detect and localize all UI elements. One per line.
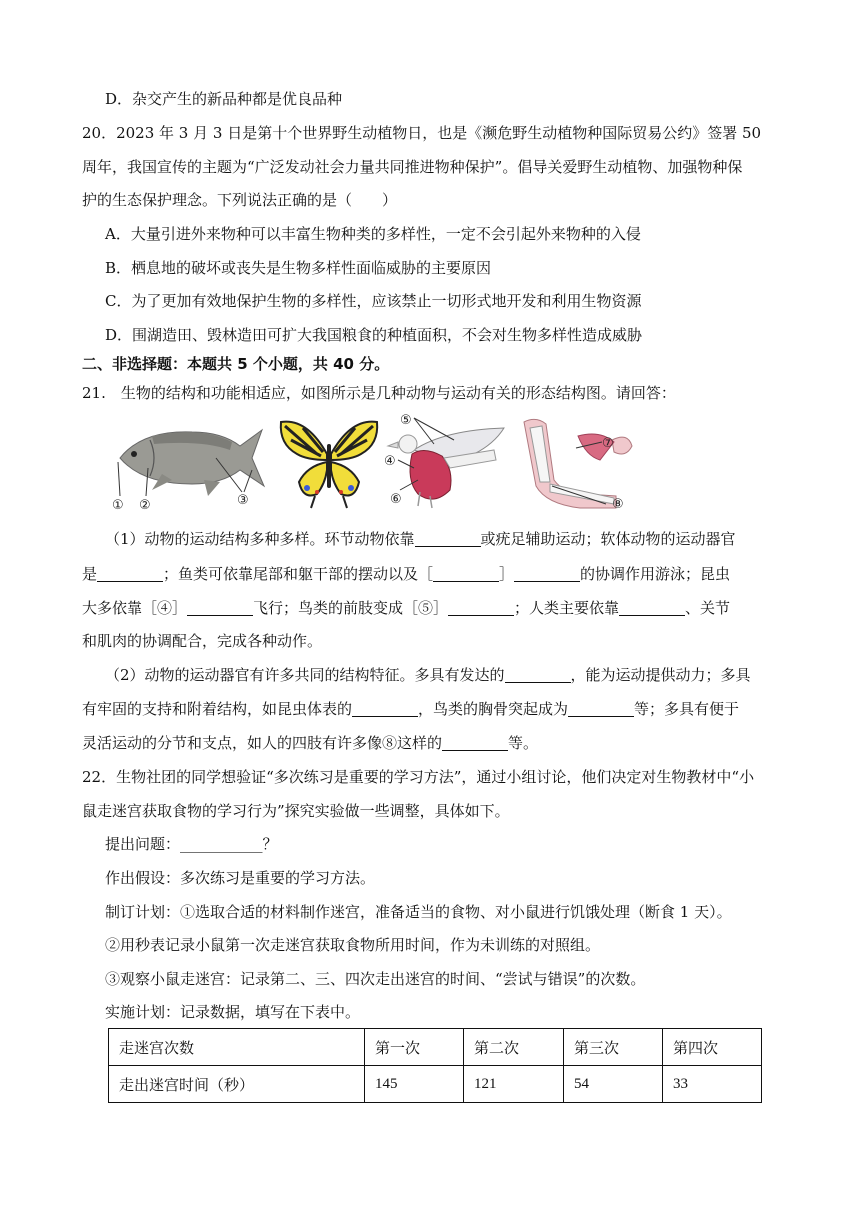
label-6: ⑥ xyxy=(390,492,402,507)
answer-blank[interactable] xyxy=(352,700,418,717)
answer-blank[interactable] xyxy=(448,599,514,616)
q21-stem: 21. 生物的结构和功能相适应，如图所示是几种动物与运动有关的形态结构图。请回答： xyxy=(82,384,676,402)
table-cell: 145 xyxy=(365,1066,464,1103)
answer-blank[interactable] xyxy=(505,666,571,683)
q20-stem-line2: 周年，我国宣传的主题为“广泛发动社会力量共同推进物种保护”。倡导关爱野生动植物、加强物种保 xyxy=(82,158,743,176)
q21-figure-strip xyxy=(112,410,642,514)
table-cell: 第三次 xyxy=(564,1029,663,1066)
q20-option-a: A．大量引进外来物种可以丰富生物种类的多样性，一定不会引起外来物种的入侵 xyxy=(105,225,641,243)
q20-option-b: B．栖息地的破坏或丧失是生物多样性面临威胁的主要原因 xyxy=(105,259,492,277)
label-2: ② xyxy=(139,498,151,513)
section-heading: 二、非选择题：本题共 5 个小题，共 40 分。 xyxy=(82,355,390,373)
table-cell: 第二次 xyxy=(464,1029,564,1066)
answer-blank[interactable] xyxy=(442,734,508,751)
answer-blank[interactable] xyxy=(187,599,253,616)
q21-p1-line3: 大多依靠［④］ 飞行；鸟类的前肢变成［⑤］ ；人类主要依靠 、关节 xyxy=(82,599,731,617)
q22-implement: 实施计划：记录数据，填写在下表中。 xyxy=(105,1003,361,1021)
answer-blank[interactable] xyxy=(514,565,580,582)
table-cell: 走迷宫次数 xyxy=(109,1029,365,1066)
table-cell: 33 xyxy=(663,1066,762,1103)
maze-time-table xyxy=(108,1028,762,1103)
table-header-row xyxy=(109,1029,762,1066)
q22-stem-line2: 鼠走迷宫获取食物的学习行为”探究实验做一些调整，具体如下。 xyxy=(82,802,510,820)
label-8: ⑧ xyxy=(612,497,624,512)
q21-p1-line1: （1）动物的运动结构多种多样。环节动物依靠 或疣足辅助运动；软体动物的运动器官 xyxy=(105,530,736,548)
label-7: ⑦ xyxy=(602,436,614,451)
q22-plan-step2: ②用秒表记录小鼠第一次走迷宫获取食物所用时间，作为未训练的对照组。 xyxy=(105,936,601,954)
q22-hypothesis: 作出假设：多次练习是重要的学习方法。 xyxy=(105,869,376,887)
q20-option-d: D．围湖造田、毁林造田可扩大我国粮食的种植面积，不会对生物多样性造成威胁 xyxy=(105,326,643,344)
label-1: ① xyxy=(112,498,124,513)
label-3: ③ xyxy=(237,493,249,508)
q21-p1-line2: 是 ；鱼类可依靠尾部和躯干部的摆动以及［ ］ 的协调作用游泳；昆虫 xyxy=(82,565,731,583)
answer-blank[interactable] xyxy=(97,565,163,582)
answer-blank[interactable] xyxy=(433,565,499,582)
q21-p2-line1: （2）动物的运动器官有许多共同的结构特征。多具有发达的 ，能为运动提供动力；多具 xyxy=(105,666,751,684)
answer-blank[interactable] xyxy=(568,700,634,717)
q22-stem-line1: 22．生物社团的同学想验证“多次练习是重要的学习方法”，通过小组讨论，他们决定对生物教材中“小 xyxy=(82,768,755,786)
q19-option-d: D．杂交产生的新品种都是优良品种 xyxy=(105,90,343,108)
table-cell: 第一次 xyxy=(365,1029,464,1066)
table-cell: 第四次 xyxy=(663,1029,762,1066)
table-cell: 走出迷宫时间（秒） xyxy=(109,1066,365,1103)
answer-blank[interactable] xyxy=(619,599,685,616)
table-row xyxy=(109,1066,762,1103)
q20-stem-line3: 护的生态保护理念。下列说法正确的是（ ） xyxy=(82,191,398,209)
q21-p1-line4: 和肌肉的协调配合，完成各种动作。 xyxy=(82,632,323,650)
q20-stem-line1: 20．2023 年 3 月 3 日是第十个世界野生动植物日，也是《濒危野生动植物种国际贸易公约》签署 50 xyxy=(82,124,762,142)
q22-plan-step3: ③观察小鼠走迷宫：记录第二、三、四次走出迷宫的时间、“尝试与错误”的次数。 xyxy=(105,970,646,988)
butterfly-figure xyxy=(277,414,381,510)
table-cell: 121 xyxy=(464,1066,564,1103)
q20-option-c: C．为了更加有效地保护生物的多样性，应该禁止一切形式地开发和利用生物资源 xyxy=(105,292,642,310)
q21-p2-line3: 灵活运动的分节和支点，如人的四肢有许多像⑧这样的 等。 xyxy=(82,734,539,752)
fish-figure xyxy=(112,410,267,514)
label-4: ④ xyxy=(384,454,396,469)
q22-plan-step1: 制订计划：①选取合适的材料制作迷宫，准备适当的食物、对小鼠进行饥饿处理（断食 1 天）。 xyxy=(105,903,732,921)
table-cell: 54 xyxy=(564,1066,663,1103)
q21-p2-line2: 有牢固的支持和附着结构，如昆虫体表的 ，鸟类的胸骨突起成为 等；多具有便于 xyxy=(82,700,740,718)
answer-blank[interactable] xyxy=(415,530,481,547)
bird-anatomy-figure xyxy=(384,410,509,514)
label-5: ⑤ xyxy=(400,413,412,428)
q22-question: 提出问题：___________？ xyxy=(105,835,278,853)
arm-figure xyxy=(516,412,638,512)
